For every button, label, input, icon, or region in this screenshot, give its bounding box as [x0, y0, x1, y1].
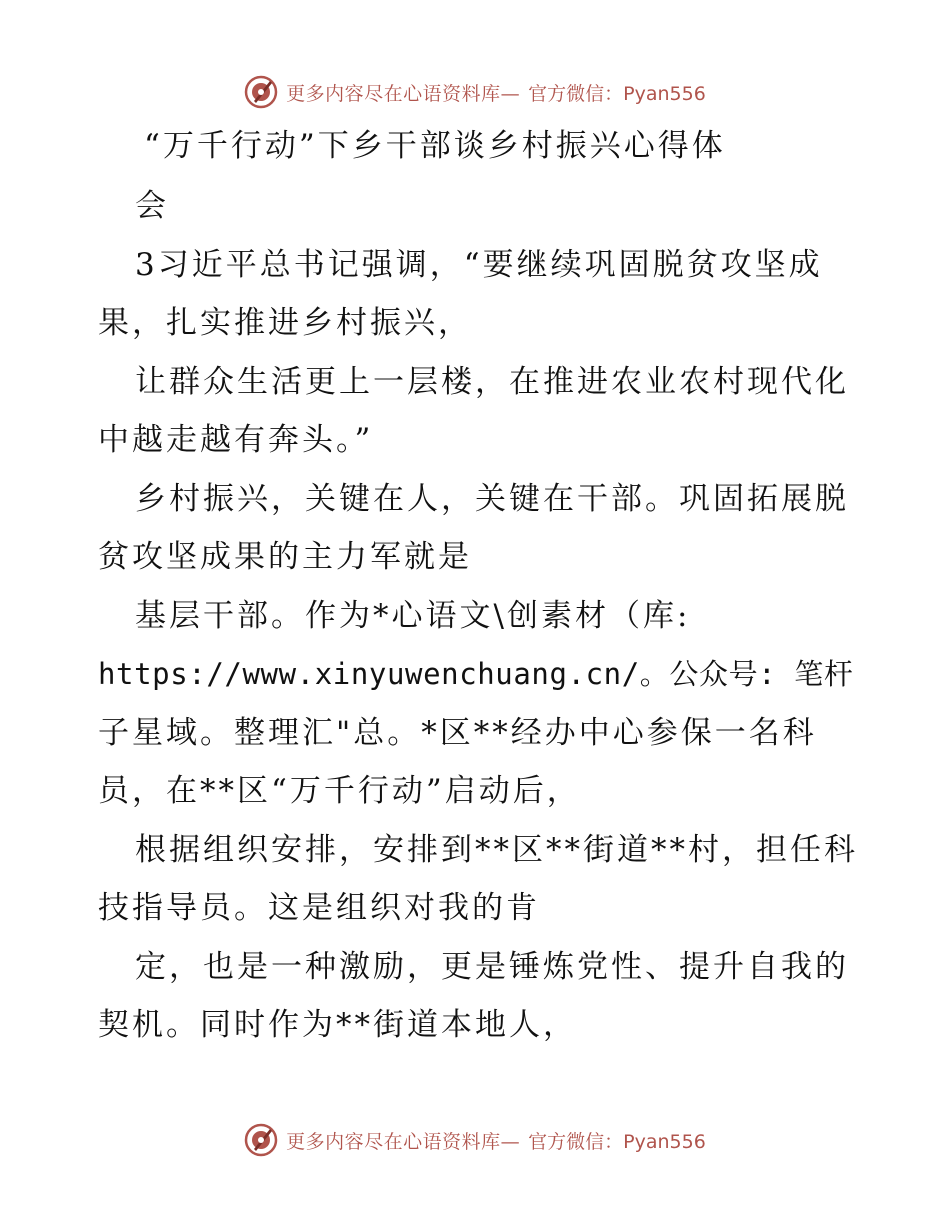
paragraph-line: 契机。同时作为**街道本地人， [98, 1007, 577, 1043]
footer-banner [0, 1120, 950, 1160]
paragraph-line: 让群众生活更上一层楼，在推进农业农村现代化 [135, 364, 849, 400]
paragraph-line: 贫攻坚成果的主力军就是 [98, 539, 472, 575]
paragraph-line-url: https://www.xinyuwenchuang.cn/。公众号: 笔杆 [98, 657, 854, 691]
wechat-contact: 官方微信：Pyan556 [528, 82, 706, 105]
brand-text: 更多内容尽在心语资料库— [286, 1130, 521, 1153]
wechat-contact: 官方微信：Pyan556 [528, 1130, 706, 1153]
document-title: “万千行动”下乡干部谈乡村振兴心得体 [144, 128, 726, 164]
quill-seal-logo-icon [244, 1123, 278, 1157]
document-title-continuation: 会 [135, 188, 169, 224]
paragraph-line: 根据组织安排，安排到**区**街道**村，担任科 [135, 832, 858, 868]
brand-text: 更多内容尽在心语资料库— [286, 82, 521, 105]
paragraph-line: 员，在**区“万千行动”启动后， [98, 773, 581, 809]
paragraph-line: 中越走越有奔头。” [98, 422, 374, 458]
paragraph-line: 技指导员。这是组织对我的肯 [98, 890, 540, 926]
paragraph-line: 定，也是一种激励，更是锤炼党性、提升自我的 [135, 949, 849, 985]
paragraph-line: 3习近平总书记强调，“要继续巩固脱贫攻坚成 [135, 247, 823, 283]
paragraph-line: 基层干部。作为*心语文\创素材（库: [135, 598, 691, 634]
paragraph-line: 子星域。整理汇"总。*区**经办中心参保一名科 [98, 715, 817, 751]
paragraph-line: 乡村振兴，关键在人，关键在干部。巩固拓展脱 [135, 481, 849, 517]
paragraph-line: 果，扎实推进乡村振兴， [98, 305, 472, 341]
